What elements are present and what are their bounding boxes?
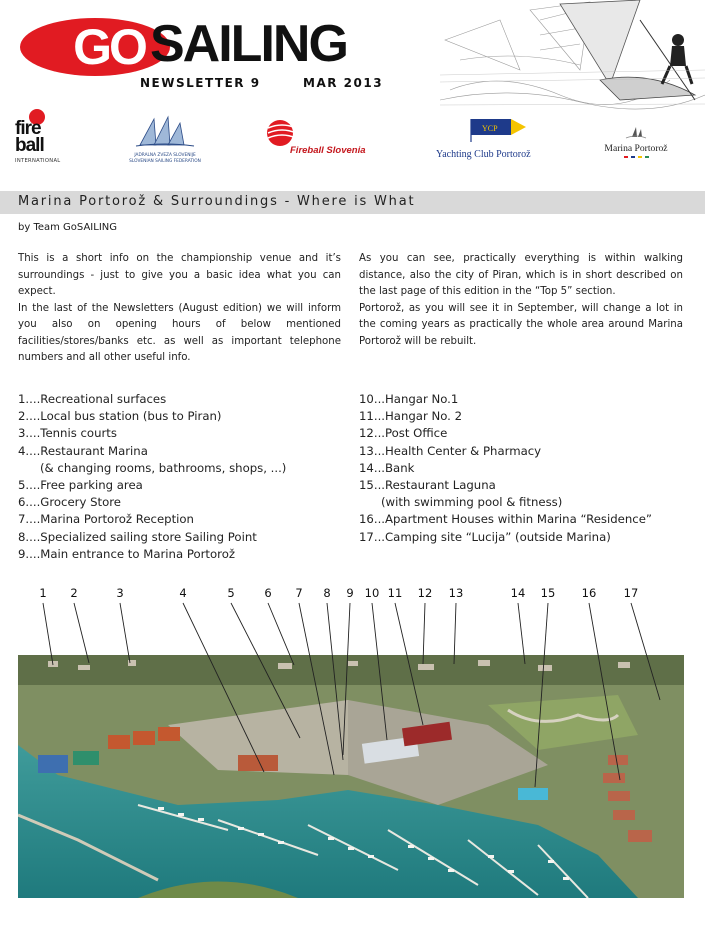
jadralna-zveza-logo	[128, 115, 202, 165]
photo-label: 9	[346, 586, 354, 600]
legend-item: 16...Apartment Houses within Marina “Residence”	[359, 512, 652, 527]
ycp-name-text: Yachting Club Portorož	[436, 149, 531, 160]
legend-item: 12...Post Office	[359, 426, 448, 441]
photo-number-labels	[0, 586, 705, 604]
photo-label: 13	[448, 586, 464, 600]
photo-label: 3	[116, 586, 124, 600]
legend-item-detail: (with swimming pool & fitness)	[381, 495, 563, 510]
ycp-badge-text: YCP	[482, 124, 498, 133]
ycp-flag-icon	[436, 117, 536, 143]
newsletter-date: MAR 2013	[303, 76, 384, 90]
marina-colour-dots	[588, 156, 684, 158]
gosailing-logo-go	[20, 18, 170, 76]
photo-label: 17	[623, 586, 639, 600]
legend-item: 2....Local bus station (bus to Piran)	[18, 409, 222, 424]
photo-label: 14	[510, 586, 526, 600]
marina-emblem-icon	[588, 125, 684, 139]
legend-item: 14...Bank	[359, 460, 415, 475]
marina-portoroz-logo	[588, 124, 684, 162]
fireball-slovenia-logo	[262, 118, 382, 160]
photo-label: 11	[387, 586, 403, 600]
photo-label: 15	[540, 586, 556, 600]
fireball-text-international: INTERNATIONAL	[15, 158, 61, 164]
paragraph: Portorož, as you will see it in September, will change a lot in the coming years as practically the whole area around Marina Portorož will be rebuilt.	[359, 302, 683, 347]
fireball-text-fire: fire	[15, 118, 41, 139]
sails-emblem-icon	[128, 115, 202, 149]
sailboat-sketch-image	[440, 0, 705, 110]
fireball-swoosh-icon	[262, 118, 302, 148]
legend-item: 8....Specialized sailing store Sailing Point	[18, 529, 257, 544]
photo-label: 10	[364, 586, 380, 600]
legend-item: 17...Camping site “Lucija” (outside Marina)	[359, 529, 611, 544]
photo-label: 16	[581, 586, 597, 600]
legend-item: 4....Restaurant Marina	[18, 443, 148, 458]
logo-go-text: GO	[73, 19, 145, 75]
legend-list-left	[18, 391, 286, 563]
jadralna-text-line1: JADRALNA ZVEZA SLOVENIJE	[134, 153, 196, 158]
photo-label: 2	[70, 586, 78, 600]
legend-item: 9....Main entrance to Marina Portorož	[18, 546, 235, 561]
logo-sailing-text: SAILING	[150, 15, 347, 73]
fireball-slovenia-text: Fireball Slovenia	[290, 145, 366, 156]
article-column-right	[359, 251, 683, 350]
photo-label: 4	[179, 586, 187, 600]
legend-item: 5....Free parking area	[18, 478, 143, 493]
paragraph: As you can see, practically everything is within walking distance, also the city of Piran, which is in short described on the last page of this edition in the “Top 5” section.	[359, 253, 683, 297]
legend-item: 11...Hangar No. 2	[359, 409, 463, 424]
photo-label: 1	[39, 586, 47, 600]
photo-label: 8	[323, 586, 331, 600]
aerial-photo-marina	[18, 655, 684, 898]
fireball-international-logo	[15, 108, 75, 170]
photo-label: 12	[417, 586, 433, 600]
legend-item-detail: (& changing rooms, bathrooms, shops, ...)	[40, 460, 287, 475]
article-title: Marina Portorož & Surroundings - Where is What	[18, 194, 416, 209]
fireball-text-ball: ball	[15, 135, 44, 156]
legend-item: 13...Health Center & Pharmacy	[359, 443, 542, 458]
jadralna-text-line2: SLOVENIAN SAILING FEDERATION	[129, 159, 201, 164]
newsletter-info	[140, 76, 390, 90]
photo-label: 5	[227, 586, 235, 600]
legend-item: 7....Marina Portorož Reception	[18, 512, 194, 527]
marina-name-text: Marina Portorož	[604, 143, 668, 154]
legend-item: 3....Tennis courts	[18, 426, 117, 441]
legend-item: 6....Grocery Store	[18, 495, 121, 510]
paragraph: In the last of the Newsletters (August edition) we will inform you also on opening hours of below mentioned facilities/stores/banks etc. as well as important telephone numbers and all other useful info.	[18, 302, 341, 363]
legend-item: 1....Recreational surfaces	[18, 392, 167, 406]
article-byline: by Team GoSAILING	[18, 222, 117, 233]
paragraph: This is a short info on the championship venue and it’s surroundings - just to give you a basic idea what you can expect.	[18, 253, 341, 297]
legend-item: 10...Hangar No.1	[359, 392, 459, 406]
newsletter-number: NEWSLETTER 9	[140, 76, 261, 90]
photo-label: 7	[295, 586, 303, 600]
article-column-left	[18, 251, 341, 367]
legend-list-right	[359, 391, 652, 546]
legend-item: 15...Restaurant Laguna	[359, 478, 496, 493]
yachting-club-portoroz-logo	[436, 117, 536, 160]
photo-label: 6	[264, 586, 272, 600]
